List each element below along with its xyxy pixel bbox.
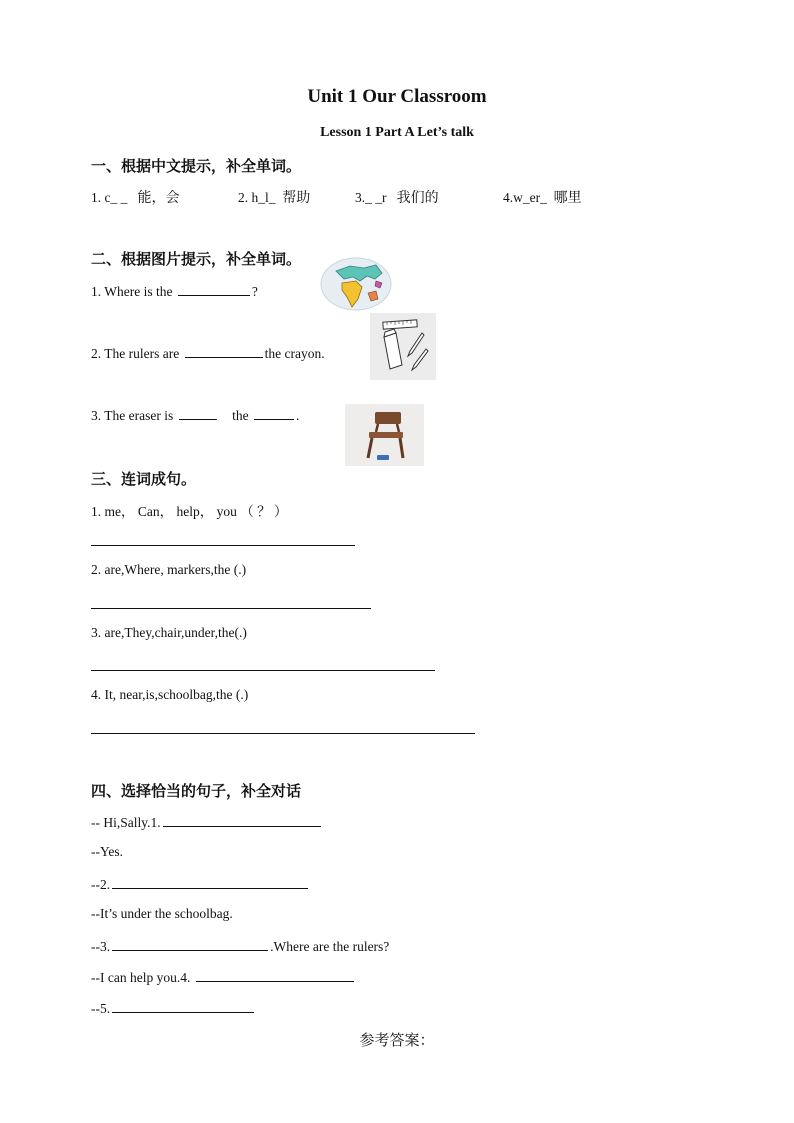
lesson-subtitle: Lesson 1 Part A Let’s talk (320, 125, 474, 140)
answer-blank[interactable] (179, 406, 217, 420)
section4-heading: 四、选择恰当的句子，补全对话 (91, 782, 302, 800)
section2-q1: 1. Where is the ? (91, 284, 258, 299)
section2-heading: 二、根据图片提示，补全单词。 (91, 250, 302, 268)
page-title: Unit 1 Our Classroom (307, 86, 487, 107)
section2-q3: 3. The eraser is the . (91, 408, 300, 423)
section1-item-1: 1. c_ _ 能，会 (91, 190, 180, 206)
dialogue-line-4: --It’s under the schoolbag. (91, 906, 233, 921)
dialogue-line-6: --I can help you.4. (91, 968, 356, 986)
section2-q2: 2. The rulers are the crayon. (91, 346, 325, 361)
chair-icon (345, 404, 424, 466)
section1-item-4: 4.w_er_ 哪里 (503, 190, 582, 206)
answer-blank[interactable] (112, 937, 268, 951)
section1-heading: 一、根据中文提示，补全单词。 (91, 157, 302, 175)
answer-line[interactable] (91, 608, 371, 609)
dialogue-line-5: --3. .Where are the rulers? (91, 939, 390, 954)
answer-blank[interactable] (112, 999, 254, 1013)
answer-line[interactable] (91, 545, 355, 546)
section3-item-4: 4. It, near,is,schoolbag,the (.) (91, 687, 249, 702)
section1-item-3: 3._ _r 我们的 (355, 190, 439, 206)
dialogue-line-2: --Yes. (91, 844, 124, 859)
answer-blank[interactable] (254, 406, 294, 420)
world-map-icon (320, 257, 392, 311)
answer-blank[interactable] (185, 344, 263, 358)
answer-blank[interactable] (196, 968, 354, 982)
section1-item-2: 2. h_l_ 帮助 (238, 190, 311, 206)
dialogue-line-7: --5. (91, 999, 256, 1017)
answer-blank[interactable] (163, 813, 321, 827)
answer-blank[interactable] (178, 282, 250, 296)
section3-item-2: 2. are,Where, markers,the (.) (91, 562, 247, 577)
section3-heading: 三、连词成句。 (91, 470, 197, 488)
stationery-icon (370, 313, 436, 380)
section3-item-1: 1. me， Can， help， you （ ？ ） (91, 504, 288, 519)
answer-line[interactable] (91, 733, 475, 734)
dialogue-line-3: --2. (91, 875, 310, 893)
answer-blank[interactable] (112, 875, 308, 889)
answer-line[interactable] (91, 670, 435, 671)
dialogue-line-1: -- Hi,Sally.1. (91, 813, 323, 831)
section3-item-3: 3. are,They,chair,under,the(.) (91, 625, 247, 640)
answers-label: 参考答案： (359, 1031, 435, 1049)
